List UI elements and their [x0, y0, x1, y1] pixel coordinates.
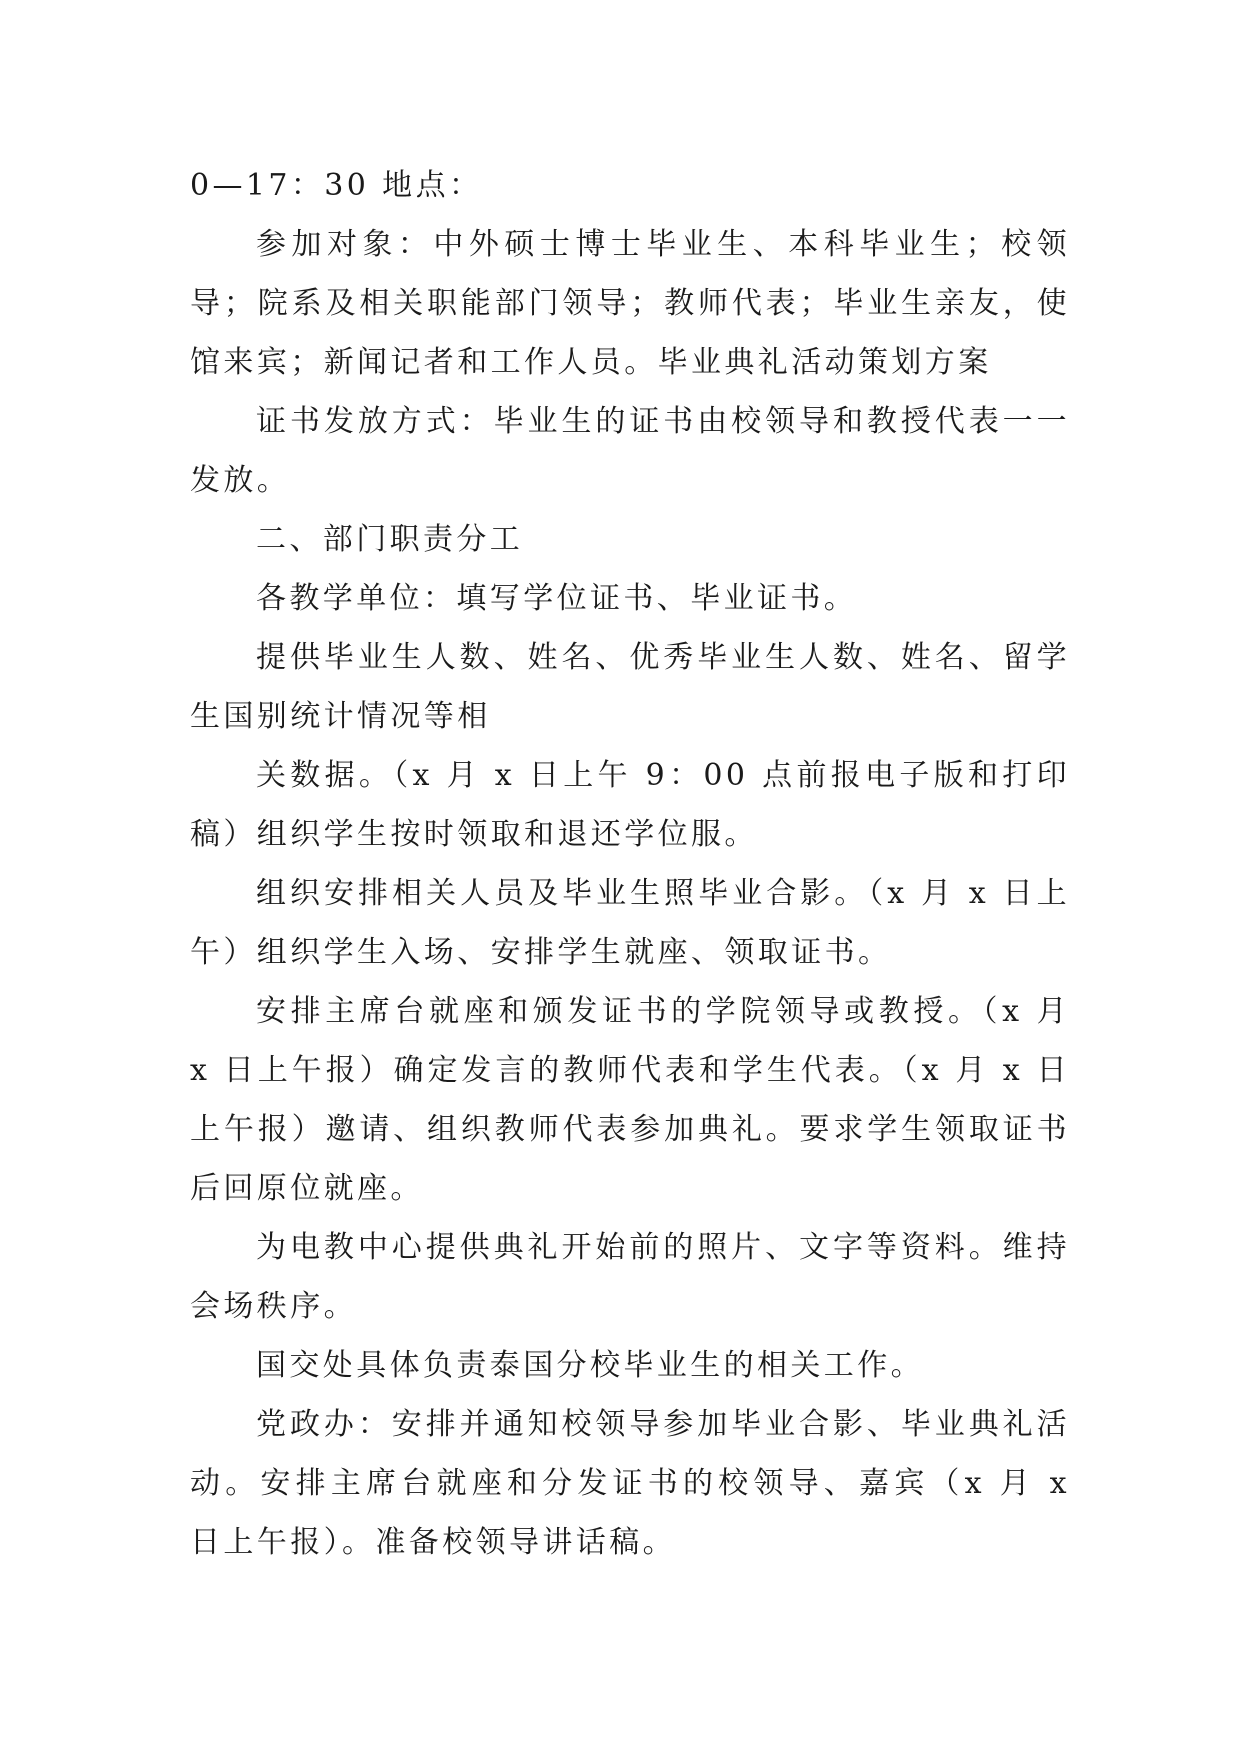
paragraph-teaching-units: 各教学单位：填写学位证书、毕业证书。: [256, 581, 858, 616]
paragraph-related-data: 关数据。（x 月 x 日上午 9：00 点前报电子版和打印稿）组织学生按时领取和退还学位服。: [190, 758, 1070, 852]
paragraph-av-center: 为电教中心提供典礼开始前的照片、文字等资料。维持会场秩序。: [190, 1230, 1070, 1324]
paragraph-international-office: 国交处具体负责泰国分校毕业生的相关工作。: [256, 1348, 924, 1383]
paragraph-rostrum-seating: 安排主席台就座和颁发证书的学院领导或教授。（x 月 x 日上午报）确定发言的教师代表和学生代表。（x 月 x 日上午报）邀请、组织教师代表参加典礼。要求学生领取证书后回原位就座。: [190, 994, 1070, 1206]
paragraph-party-office: 党政办：安排并通知校领导参加毕业合影、毕业典礼活动。安排主席台就座和分发证书的校领导、嘉宾（x 月 x 日上午报）。准备校领导讲话稿。: [190, 1407, 1070, 1560]
section-heading-duties: 二、部门职责分工: [256, 522, 524, 557]
paragraph-certificate-method: 证书发放方式：毕业生的证书由校领导和教授代表一一发放。: [190, 404, 1070, 498]
paragraph-time-location: 0—17：30 地点：: [190, 168, 483, 203]
paragraph-group-photo: 组织安排相关人员及毕业生照毕业合影。（x 月 x 日上午）组织学生入场、安排学生就座、领取证书。: [190, 876, 1070, 970]
document-body: [190, 156, 1070, 1572]
paragraph-participants: 参加对象：中外硕士博士毕业生、本科毕业生；校领导；院系及相关职能部门领导；教师代表；毕业生亲友，使馆来宾；新闻记者和工作人员。毕业典礼活动策划方案: [190, 227, 1070, 380]
paragraph-graduate-stats: 提供毕业生人数、姓名、优秀毕业生人数、姓名、留学生国别统计情况等相: [190, 640, 1070, 734]
